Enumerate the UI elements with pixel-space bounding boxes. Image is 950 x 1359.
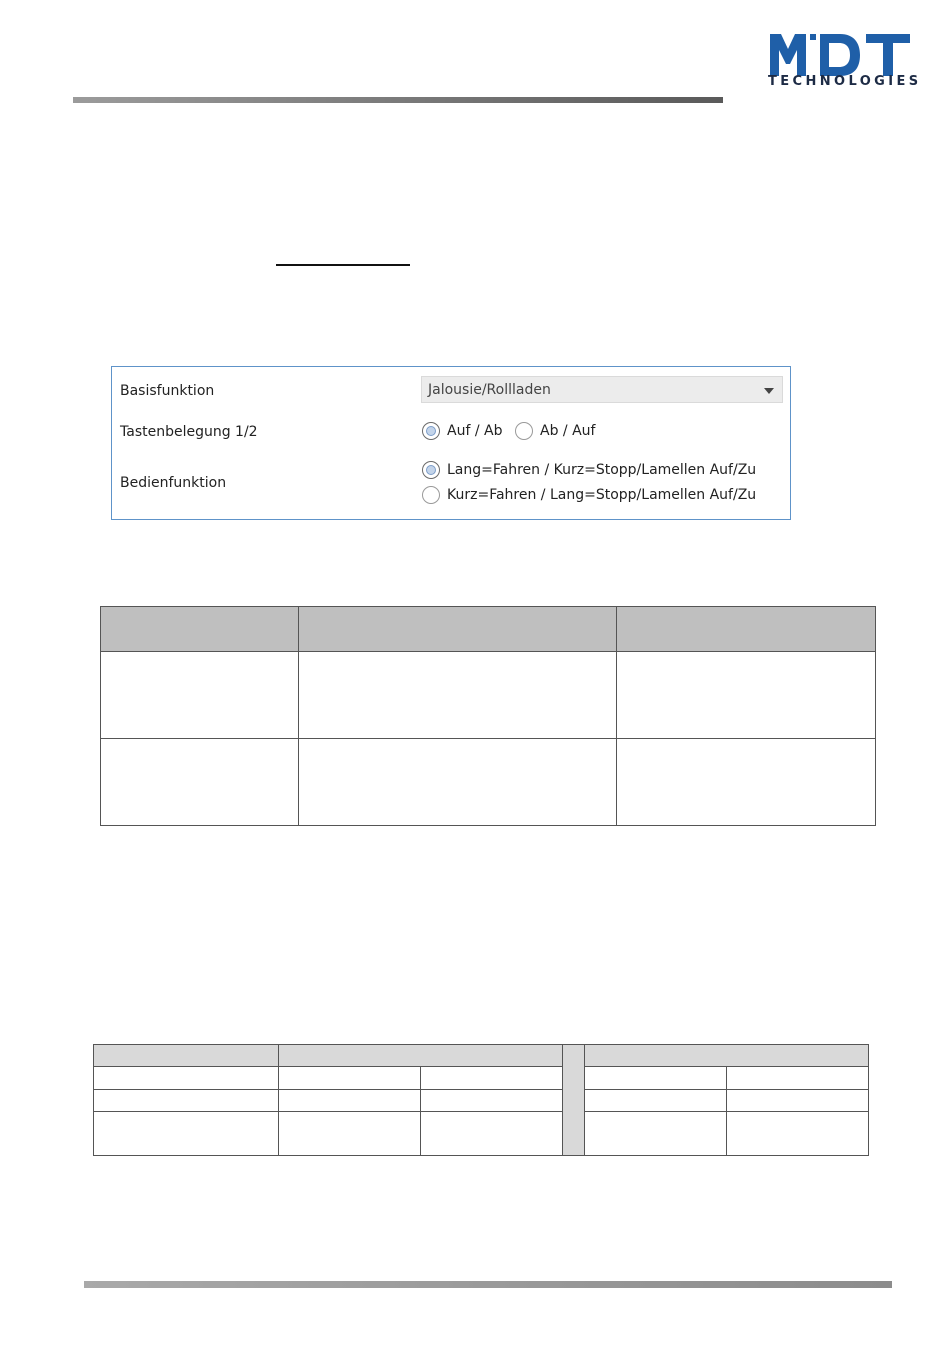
footer-rule <box>84 1281 892 1288</box>
object-table <box>93 1044 869 1156</box>
header-rule <box>73 97 723 103</box>
table-col-divider <box>726 1067 727 1155</box>
radio-ab-auf[interactable] <box>515 422 533 440</box>
table-row-divider <box>94 1111 562 1112</box>
table-header-cell <box>279 1045 562 1067</box>
tastenbelegung-label: Tastenbelegung 1/2 <box>120 424 258 440</box>
table-cell <box>101 739 298 825</box>
table-cell <box>101 652 298 738</box>
radio-lang-fahren-label[interactable]: Lang=Fahren / Kurz=Stopp/Lamellen Auf/Zu <box>447 462 757 478</box>
table-cell <box>617 652 875 738</box>
table-cell <box>299 739 616 825</box>
bedienfunktion-label: Bedienfunktion <box>120 475 227 491</box>
heading-underline <box>276 264 410 266</box>
table-col-divider <box>420 1067 421 1155</box>
chevron-down-icon <box>764 388 774 394</box>
basisfunktion-label: Basisfunktion <box>120 383 215 399</box>
parameter-panel <box>111 366 791 520</box>
function-table <box>100 606 876 826</box>
radio-lang-fahren[interactable] <box>422 461 440 479</box>
table-row-divider <box>94 1089 562 1090</box>
table-header-cell <box>94 1045 278 1067</box>
table-cell <box>617 739 875 825</box>
table-header-cell <box>101 607 298 652</box>
table-header-cell <box>299 607 616 652</box>
table-header-cell <box>617 607 875 652</box>
radio-kurz-fahren-label[interactable]: Kurz=Fahren / Lang=Stopp/Lamellen Auf/Zu <box>447 487 757 503</box>
table-cell <box>299 652 616 738</box>
radio-auf-ab[interactable] <box>422 422 440 440</box>
basisfunktion-value: Jalousie/Rollladen <box>428 382 551 398</box>
radio-kurz-fahren[interactable] <box>422 486 440 504</box>
radio-auf-ab-label[interactable]: Auf / Ab <box>447 423 503 439</box>
radio-ab-auf-label[interactable]: Ab / Auf <box>540 423 596 439</box>
table-spacer-column <box>562 1045 585 1155</box>
basisfunktion-select[interactable] <box>421 376 783 403</box>
table-header-cell <box>585 1045 868 1067</box>
logo-subtitle: TECHNOLOGIES <box>768 74 922 89</box>
